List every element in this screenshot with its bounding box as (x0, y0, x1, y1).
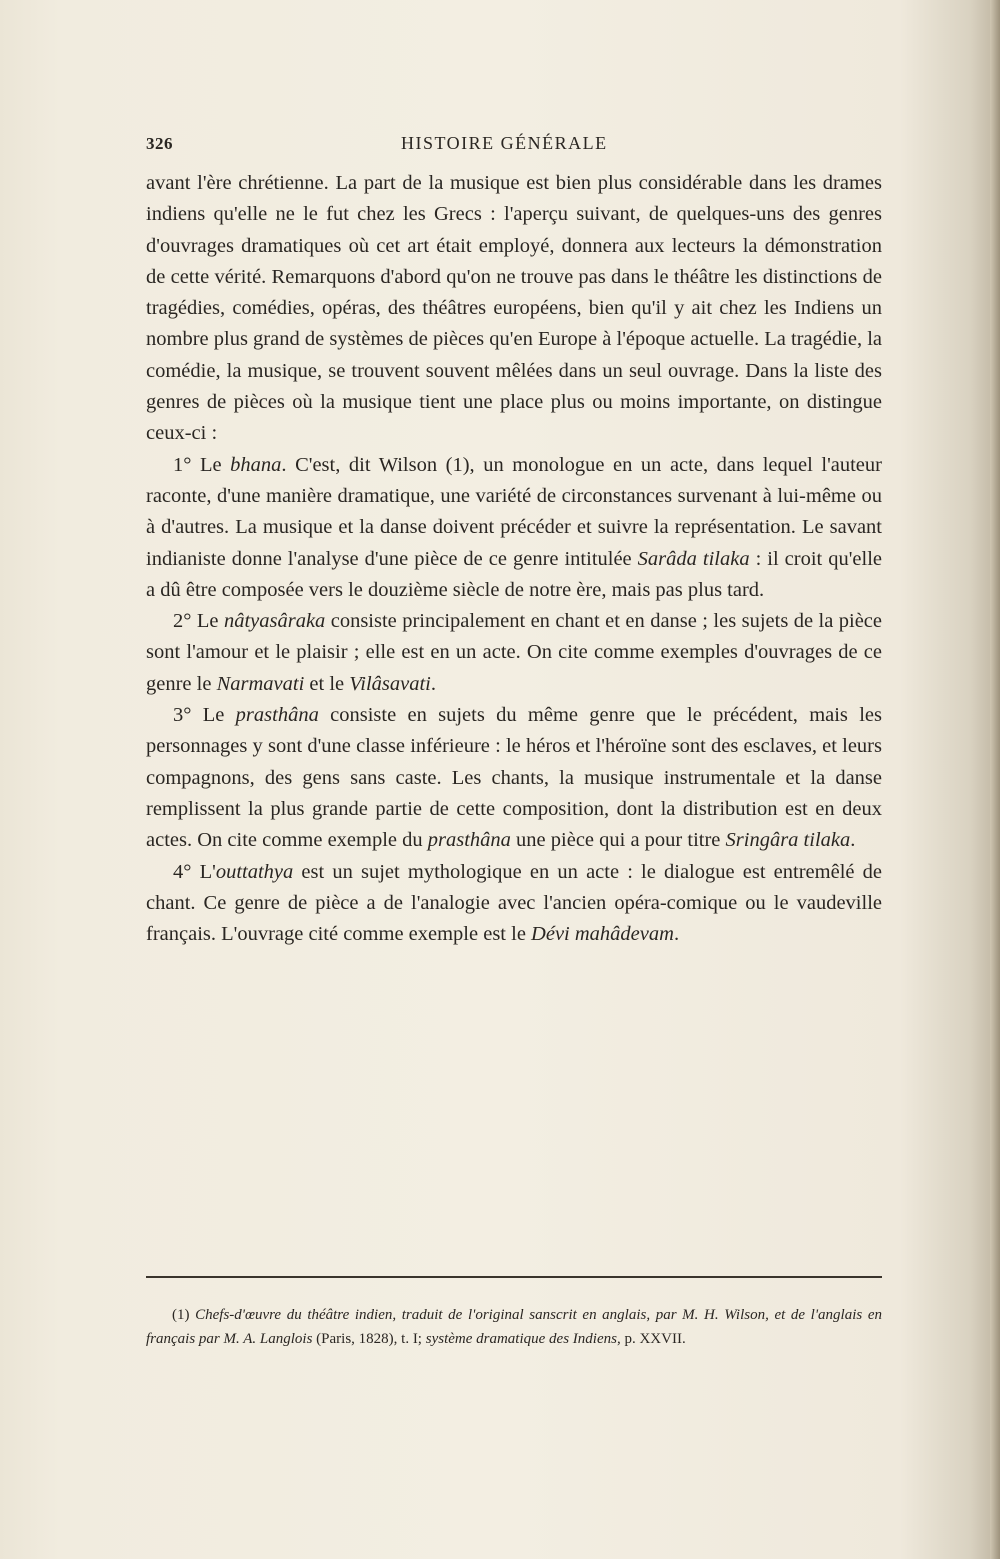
text-span: . (430, 672, 436, 695)
page-edge-shadow (990, 0, 1000, 1559)
footnote-rule (146, 1276, 882, 1278)
text-span: consiste en sujets du même genre que le précédent, mais les personnages y sont d'une classe inférieure : le héros et l'héroïne sont des esclaves, et leurs compagnons, des gens sans caste. Les chants, la musique instrumentale et la danse remplissent la plus grande partie de cette composition, dont la distribution est en deux actes. On cite comme exemple du (146, 704, 882, 852)
footnote-page: XXVII. (639, 1331, 686, 1347)
text-span: 4° L' (173, 860, 216, 883)
paragraph-outtathya (146, 857, 882, 951)
italic-title: Sarâda tilaka (637, 547, 750, 570)
footnote-text: (Paris, 1828), t. I; (312, 1331, 426, 1347)
text-span: 2° Le (173, 610, 224, 633)
footnote (146, 1303, 882, 1351)
text-span: . (673, 923, 680, 946)
running-title: HISTOIRE GÉNÉRALE (401, 133, 608, 153)
text-span: 1° Le (173, 453, 231, 476)
text-span: : il croit qu'elle a dû être composée vers le douzième siècle de notre ère, mais pas plus tard. (146, 547, 883, 601)
text-span: . (850, 829, 856, 852)
footnote-mark: (1) (172, 1307, 196, 1323)
page-number: 326 (146, 134, 173, 153)
text-span: et le (304, 672, 350, 695)
italic-title: Sringâra tilaka (725, 829, 851, 852)
footnote-text: , p. (616, 1331, 640, 1347)
italic-term: prasthâna (235, 704, 319, 727)
paragraph-bhana (146, 450, 882, 606)
italic-term: bhana (230, 453, 282, 476)
paragraph-natyasaraka (146, 606, 882, 700)
text-span: une pièce qui a pour titre (510, 829, 726, 852)
footnote-citation: Chefs-d'œuvre du théâtre indien, traduit de l'original sanscrit en anglais, par M. H. Wilson, et de l'anglais en français par M. A. Langlois (146, 1307, 882, 1347)
text-span: consiste principalement en chant et en danse ; les sujets de la pièce sont l'amour et le plaisir ; elle est en un acte. On cite comme exemples d'ouvrages de ce genre le (146, 610, 882, 695)
italic-title: Dévi mahâdevam (531, 923, 674, 946)
text-span: . C'est, dit Wilson (1), un monologue en un acte, dans lequel l'auteur raconte, d'une manière dramatique, une variété de circonstances survenant à lui-même ou à d'autres. La musique et la danse doivent précéder et suivre la représentation. Le savant indianiste donne l'analyse d'une pièce de ce genre intitulée (146, 453, 882, 570)
italic-title: Vilâsavati (349, 672, 431, 695)
italic-term: nâtyasâraka (223, 610, 326, 633)
page-header (146, 130, 882, 160)
main-text (146, 168, 882, 950)
paragraph-intro: avant l'ère chrétienne. La part de la musique est bien plus considérable dans les drames indiens qu'elle ne le fut chez les Grecs : l'aperçu suivant, de quelques-uns des genres d'ouvrages dramatiques où cet art était employé, donnera aux lecteurs la démonstration de cette vérité. Remarquons d'abord qu'on ne trouve pas dans le théâtre les distinctions de tragédies, comédies, opéras, des théâtres européens, bien qu'il y ait chez les Indiens un nombre plus grand de systèmes de pièces qu'en Europe à l'époque actuelle. La tragédie, la comédie, la musique, se trouvent souvent mêlées dans un seul ouvrage. Dans la liste des genres de pièces où la musique tient une place plus ou moins importante, on distingue ceux-ci : (146, 172, 882, 445)
paragraph-prasthana (146, 700, 882, 856)
italic-term: outtathya (215, 860, 294, 883)
text-span: 3° Le (173, 704, 236, 727)
text-span: est un sujet mythologique en un acte : le dialogue est entremêlé de chant. Ce genre de pièce a de l'analogie avec l'ancien opéra-comique ou le vaudeville français. L'ouvrage cité comme exemple est le (146, 860, 882, 946)
italic-title: Narmavati (216, 672, 305, 695)
footnote-citation: système dramatique des Indiens (425, 1331, 617, 1347)
italic-term: prasthâna (427, 829, 511, 852)
